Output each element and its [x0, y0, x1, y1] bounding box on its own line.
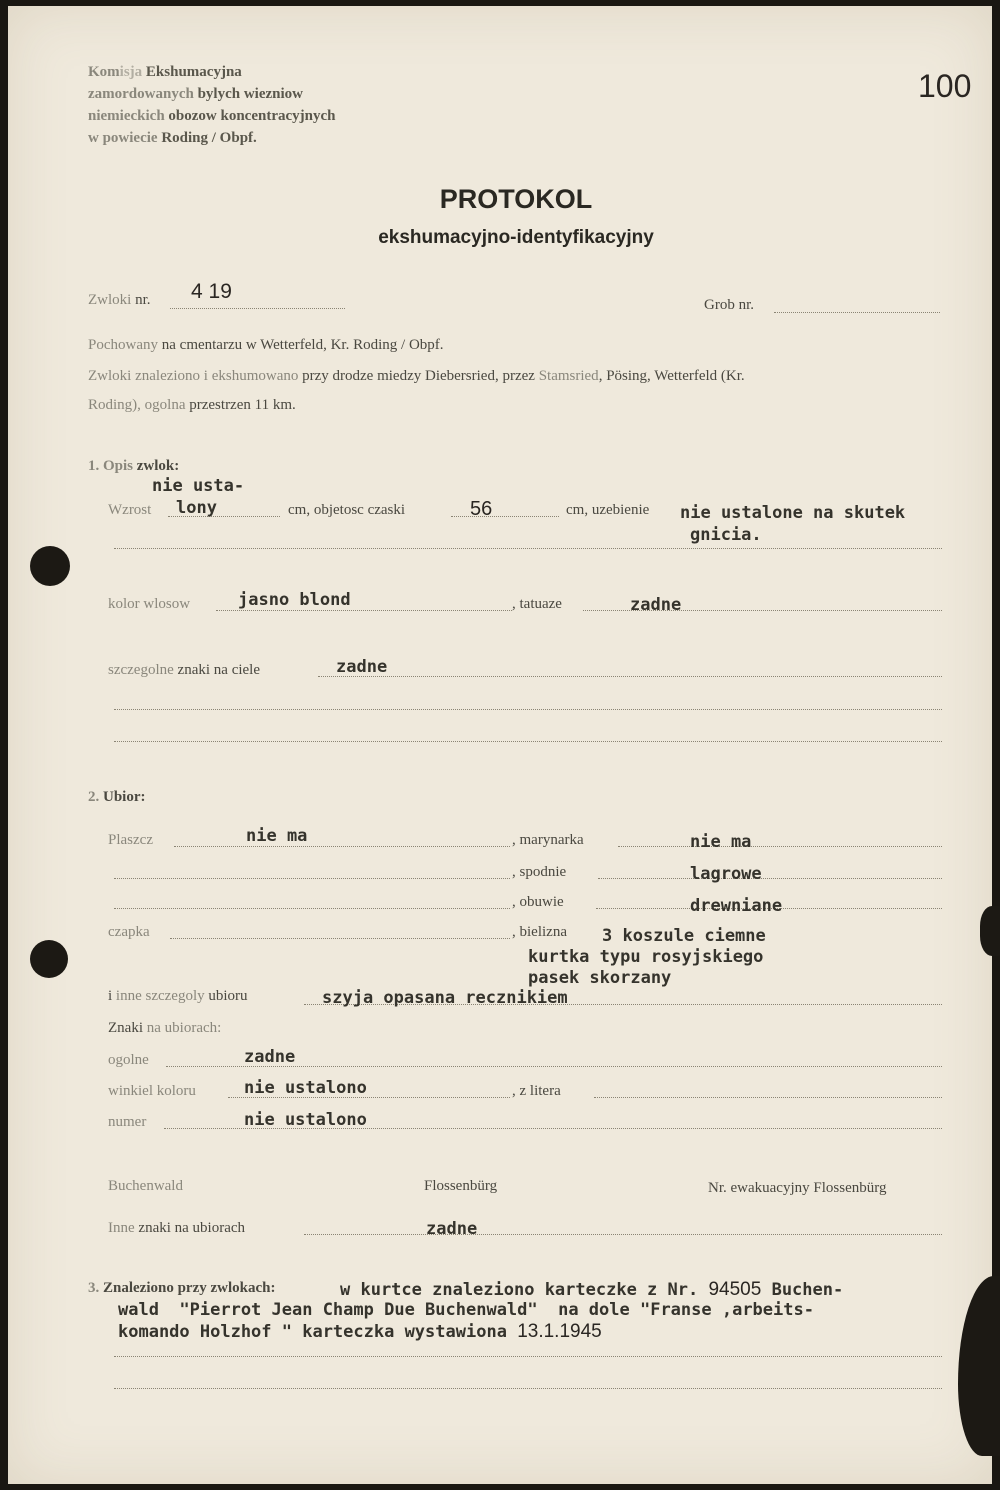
burial-line-3: Roding), ogolna przestrzen 11 km.	[88, 397, 296, 413]
znaleziono-dotted-line-2	[114, 1388, 942, 1389]
obuwie-label: , obuwie	[512, 894, 564, 910]
torn-corner-right	[958, 1276, 1000, 1456]
znaleziono-line-3: komando Holzhof " karteczka wystawiona 13.1.1945	[118, 1321, 602, 1342]
header-line-1: Komisja Ekshumacyjna	[88, 64, 242, 80]
document-page	[8, 6, 992, 1484]
opis-dotted-line-1	[114, 548, 942, 549]
numer-value: nie ustalono	[244, 1110, 367, 1130]
znaleziono-line-2: wald "Pierrot Jean Champ Due Buchenwald" na dole "Franse ,arbeits-	[118, 1300, 814, 1320]
plaszcz-value: nie ma	[246, 826, 308, 846]
grob-dotted-line	[774, 312, 940, 313]
document-subtitle: ekshumacyjno-identyfikacyjny	[378, 227, 654, 248]
inne-szczegoly-label: i inne szczegoly ubioru	[108, 988, 248, 1004]
header-line-4: w powiecie Roding / Obpf.	[88, 130, 257, 146]
uzebienie-label: cm, uzebienie	[566, 502, 650, 518]
inne-znaki-dotted-line	[304, 1234, 942, 1235]
burial-line-1: Pochowany na cmentarzu w Wetterfeld, Kr. Roding / Obpf.	[88, 337, 444, 353]
litera-label: , z litera	[512, 1083, 561, 1099]
wzrost-value-line-2: lony	[176, 498, 217, 518]
commission-header	[88, 61, 335, 149]
czapka-label: czapka	[108, 924, 150, 940]
ubior-dotted-line-1	[114, 878, 510, 879]
ogolne-label: ogolne	[108, 1052, 149, 1068]
tatuaze-label: , tatuaze	[512, 596, 562, 612]
spodnie-dotted-line	[598, 878, 942, 879]
winkiel-label: winkiel koloru	[108, 1083, 196, 1099]
plaszcz-label: Plaszcz	[108, 832, 153, 848]
tatuaze-value: zadne	[630, 595, 682, 615]
kolor-value: jasno blond	[238, 590, 351, 610]
obuwie-value: drewniane	[690, 896, 783, 916]
document-title: PROTOKOL	[439, 184, 593, 214]
litera-dotted-line	[594, 1097, 942, 1098]
nr-ewakuacyjny-label: Nr. ewakuacyjny Flossenbürg	[708, 1180, 887, 1196]
winkiel-value: nie ustalono	[244, 1078, 367, 1098]
znaki-value: zadne	[336, 657, 388, 677]
uzebienie-value-line-1: nie ustalone na skutek	[680, 503, 906, 523]
grob-label: Grob nr.	[704, 297, 754, 313]
znaleziono-line-1: w kurtce znaleziono karteczke z Nr. 94505 Buchen-	[340, 1279, 844, 1300]
marynarka-value: nie ma	[690, 832, 752, 852]
torn-edge-right	[980, 906, 1000, 956]
zwloki-dotted-line	[170, 308, 345, 309]
inne-znaki-label: Inne znaki na ubiorach	[108, 1220, 246, 1236]
znaki-ubior-label: Znaki na ubiorach:	[108, 1020, 222, 1036]
section-3-heading: 3. Znaleziono przy zwlokach:	[88, 1280, 276, 1296]
punch-hole-lower	[30, 940, 68, 978]
spodnie-value: lagrowe	[690, 864, 762, 884]
czapka-dotted-line	[170, 938, 510, 939]
czaszka-value: 56	[470, 498, 493, 520]
section-1-heading: 1. Opis zwlok:	[88, 458, 180, 474]
marynarka-label: , marynarka	[512, 832, 584, 848]
flossenburg-label: Flossenbürg	[424, 1178, 498, 1194]
page-number: 100	[918, 68, 972, 104]
kolor-label: kolor wlosow	[108, 596, 191, 612]
zwloki-number: 4 19	[191, 280, 232, 303]
burial-line-2: Zwloki znaleziono i ekshumowano przy drodze miedzy Diebersried, przez Stamsried, Pösing, Wetterfeld (Kr.	[88, 368, 745, 384]
ogolne-value: zadne	[244, 1047, 296, 1067]
uzebienie-value-line-2: gnicia.	[690, 525, 762, 545]
spodnie-label: , spodnie	[512, 864, 567, 880]
czaszka-dotted-line	[451, 516, 559, 517]
ubior-dotted-line-2	[114, 908, 510, 909]
znaki-dotted-line	[318, 676, 942, 677]
znaleziono-dotted-line-1	[114, 1356, 942, 1357]
plaszcz-dotted-line	[174, 846, 510, 847]
section-2-heading: 2. Ubior:	[88, 789, 146, 805]
bielizna-value-line-1: 3 koszule ciemne	[602, 926, 766, 946]
zwloki-label: Zwloki nr.	[88, 292, 151, 308]
opis-dotted-line-3	[114, 741, 942, 742]
wzrost-label: Wzrost	[108, 502, 152, 518]
marynarka-dotted-line	[618, 846, 942, 847]
wzrost-value-line-1: nie usta-	[152, 476, 245, 496]
inne-znaki-value: zadne	[426, 1219, 478, 1239]
bielizna-value-line-2: kurtka typu rosyjskiego	[528, 947, 764, 967]
bielizna-value-line-3: pasek skorzany	[528, 968, 672, 988]
bielizna-label: , bielizna	[512, 924, 567, 940]
numer-label: numer	[108, 1114, 147, 1130]
znaki-label: szczegolne znaki na ciele	[108, 662, 260, 678]
buchenwald-label: Buchenwald	[108, 1178, 183, 1194]
header-line-2: zamordowanych bylych wiezniow	[88, 86, 303, 102]
header-line-3: niemieckich obozow koncentracyjnych	[88, 108, 336, 124]
czaszka-label: cm, objetosc czaski	[288, 502, 406, 518]
kolor-dotted-line	[216, 610, 512, 611]
inne-szczegoly-value: szyja opasana recznikiem	[322, 988, 568, 1008]
punch-hole-upper	[30, 546, 70, 586]
opis-dotted-line-2	[114, 709, 942, 710]
